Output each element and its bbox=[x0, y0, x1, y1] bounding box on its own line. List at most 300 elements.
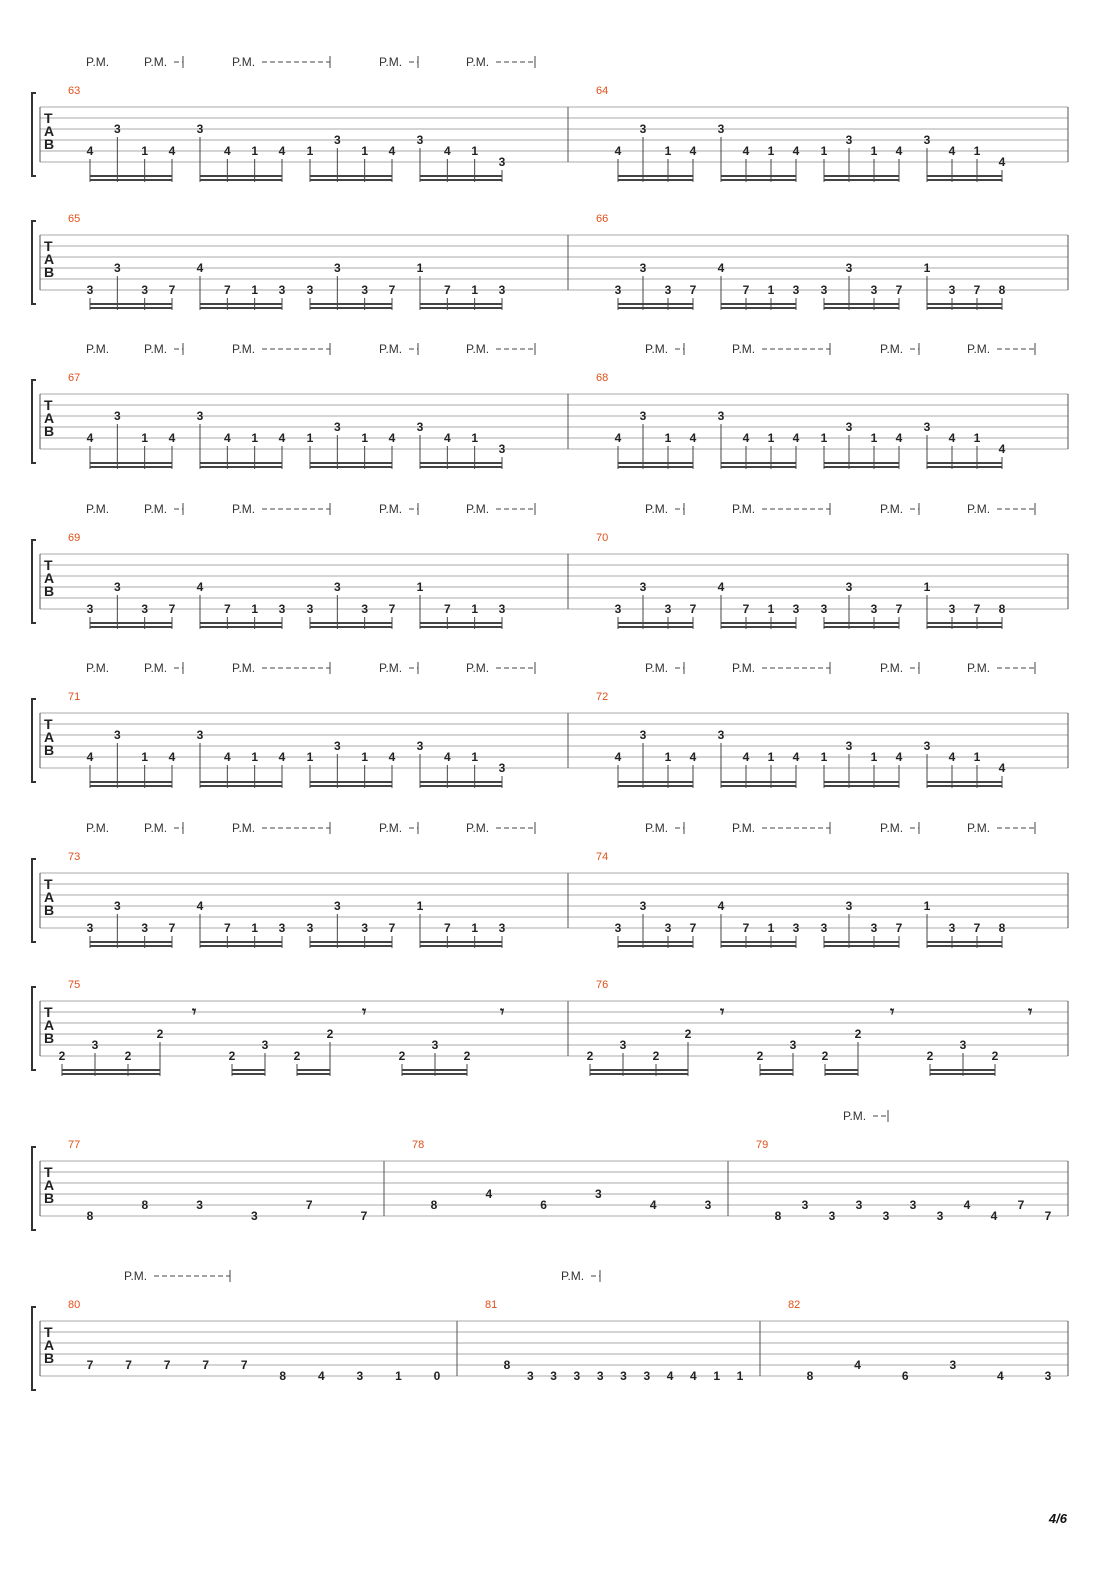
fret-number: 3 bbox=[113, 899, 121, 913]
fret-number: 3 bbox=[717, 122, 725, 136]
fret-number: 3 bbox=[196, 409, 204, 423]
fret-number: 4 bbox=[689, 144, 697, 158]
fret-number: 4 bbox=[278, 750, 286, 764]
fret-number: 7 bbox=[895, 602, 903, 616]
fret-number: 3 bbox=[113, 580, 121, 594]
fret-number: 7 bbox=[163, 1358, 171, 1372]
fret-number: 1 bbox=[306, 431, 314, 445]
fret-number: 2 bbox=[398, 1049, 406, 1063]
fret-number: 2 bbox=[854, 1027, 862, 1041]
fret-number: 3 bbox=[361, 283, 369, 297]
fret-number: 3 bbox=[820, 921, 828, 935]
palm-mute-label: P.M. bbox=[967, 502, 991, 516]
fret-number: 8 bbox=[774, 1209, 782, 1223]
fret-number: 3 bbox=[717, 409, 725, 423]
fret-number: 3 bbox=[820, 602, 828, 616]
fret-number: 3 bbox=[278, 921, 286, 935]
measure-number: 72 bbox=[596, 691, 609, 703]
tab-clef-letter: T bbox=[44, 557, 53, 573]
palm-mute-label: P.M. bbox=[144, 342, 168, 356]
fret-number: 4 bbox=[223, 144, 231, 158]
fret-number: 8 bbox=[279, 1369, 287, 1383]
measure-number: 63 bbox=[68, 85, 81, 97]
fret-number: 7 bbox=[443, 283, 451, 297]
fret-number: 2 bbox=[684, 1027, 692, 1041]
page-number: 4/6 bbox=[1048, 1511, 1067, 1526]
fret-number: 1 bbox=[251, 921, 259, 935]
fret-number: 1 bbox=[141, 431, 149, 445]
fret-number: 3 bbox=[595, 1187, 602, 1201]
fret-number: 7 bbox=[223, 921, 231, 935]
tab-system bbox=[32, 1109, 1068, 1230]
fret-number: 1 bbox=[361, 431, 369, 445]
fret-number: 3 bbox=[845, 133, 853, 147]
fret-number: 1 bbox=[471, 144, 479, 158]
fret-number: 4 bbox=[86, 750, 94, 764]
system-bracket bbox=[32, 1147, 36, 1230]
fret-number: 3 bbox=[278, 283, 286, 297]
fret-number: 3 bbox=[1044, 1369, 1052, 1383]
palm-mute-label: P.M. bbox=[880, 342, 904, 356]
palm-mute-label: P.M. bbox=[86, 342, 110, 356]
fret-number: 4 bbox=[388, 144, 396, 158]
fret-number: 7 bbox=[1017, 1198, 1025, 1212]
fret-number: 4 bbox=[168, 431, 176, 445]
fret-number: 4 bbox=[742, 144, 750, 158]
fret-number: 1 bbox=[767, 431, 775, 445]
fret-number: 3 bbox=[596, 1369, 604, 1383]
fret-number: 4 bbox=[86, 431, 94, 445]
fret-number: 7 bbox=[305, 1198, 313, 1212]
fret-number: 4 bbox=[990, 1209, 998, 1223]
fret-number: 3 bbox=[196, 1198, 203, 1212]
tab-system bbox=[32, 213, 1068, 310]
fret-number: 3 bbox=[261, 1038, 269, 1052]
palm-mute-label: P.M. bbox=[880, 821, 904, 835]
fret-number: 4 bbox=[485, 1187, 493, 1201]
palm-mute-label: P.M. bbox=[86, 502, 110, 516]
fret-number: 3 bbox=[845, 420, 853, 434]
fret-number: 1 bbox=[664, 431, 672, 445]
tab-clef-letter: A bbox=[44, 1337, 55, 1353]
fret-number: 7 bbox=[168, 283, 176, 297]
fret-number: 7 bbox=[443, 602, 451, 616]
palm-mute-label: P.M. bbox=[732, 502, 756, 516]
fret-number: 4 bbox=[792, 750, 800, 764]
fret-number: 3 bbox=[361, 602, 369, 616]
fret-number: 1 bbox=[471, 602, 479, 616]
tab-system bbox=[32, 979, 1068, 1076]
fret-number: 3 bbox=[792, 602, 800, 616]
fret-number: 1 bbox=[973, 431, 981, 445]
fret-number: 3 bbox=[923, 133, 931, 147]
fret-number: 1 bbox=[471, 431, 479, 445]
fret-number: 3 bbox=[361, 921, 369, 935]
tab-clef-letter: B bbox=[44, 1030, 55, 1046]
fret-number: 4 bbox=[948, 431, 956, 445]
fret-number: 1 bbox=[923, 899, 931, 913]
eighth-rest: 𝄾 bbox=[362, 1004, 367, 1021]
palm-mute-label: P.M. bbox=[232, 821, 256, 835]
fret-number: 3 bbox=[948, 602, 956, 616]
fret-number: 3 bbox=[431, 1038, 439, 1052]
fret-number: 1 bbox=[767, 283, 775, 297]
fret-number: 1 bbox=[141, 144, 149, 158]
fret-number: 4 bbox=[792, 144, 800, 158]
fret-number: 4 bbox=[854, 1358, 861, 1372]
fret-number: 4 bbox=[717, 261, 725, 275]
fret-number: 1 bbox=[767, 602, 775, 616]
fret-number: 3 bbox=[870, 283, 878, 297]
fret-number: 7 bbox=[895, 921, 903, 935]
fret-number: 3 bbox=[664, 921, 672, 935]
tab-system bbox=[32, 342, 1068, 469]
fret-number: 3 bbox=[845, 261, 853, 275]
fret-number: 1 bbox=[973, 750, 981, 764]
fret-number: 6 bbox=[901, 1369, 909, 1383]
fret-number: 3 bbox=[639, 728, 647, 742]
fret-number: 4 bbox=[948, 750, 956, 764]
fret-number: 4 bbox=[223, 431, 231, 445]
fret-number: 3 bbox=[614, 602, 622, 616]
eighth-rest: 𝄾 bbox=[720, 1004, 725, 1021]
palm-mute-label: P.M. bbox=[967, 661, 991, 675]
fret-number: 7 bbox=[86, 1358, 94, 1372]
fret-number: 3 bbox=[845, 580, 853, 594]
fret-number: 7 bbox=[689, 921, 697, 935]
tab-clef-letter: B bbox=[44, 1350, 55, 1366]
fret-number: 4 bbox=[196, 580, 204, 594]
palm-mute-label: P.M. bbox=[86, 55, 110, 69]
fret-number: 4 bbox=[998, 155, 1006, 169]
palm-mute-label: P.M. bbox=[379, 342, 403, 356]
fret-number: 3 bbox=[141, 602, 149, 616]
fret-number: 7 bbox=[1044, 1209, 1052, 1223]
tab-clef-letter: T bbox=[44, 1004, 53, 1020]
fret-number: 3 bbox=[948, 283, 956, 297]
fret-number: 3 bbox=[141, 921, 149, 935]
palm-mute-label: P.M. bbox=[144, 661, 168, 675]
tab-system bbox=[32, 502, 1068, 629]
fret-number: 1 bbox=[973, 144, 981, 158]
palm-mute-label: P.M. bbox=[232, 661, 256, 675]
fret-number: 3 bbox=[333, 420, 341, 434]
fret-number: 2 bbox=[756, 1049, 764, 1063]
fret-number: 3 bbox=[251, 1209, 258, 1223]
fret-number: 3 bbox=[801, 1198, 809, 1212]
palm-mute-label: P.M. bbox=[124, 1269, 148, 1283]
fret-number: 7 bbox=[388, 921, 396, 935]
fret-number: 2 bbox=[124, 1049, 132, 1063]
fret-number: 4 bbox=[742, 431, 750, 445]
fret-number: 7 bbox=[689, 602, 697, 616]
fret-number: 2 bbox=[463, 1049, 471, 1063]
fret-number: 4 bbox=[317, 1369, 325, 1383]
fret-number: 1 bbox=[306, 750, 314, 764]
measure-number: 66 bbox=[596, 213, 609, 225]
fret-number: 8 bbox=[998, 921, 1006, 935]
fret-number: 3 bbox=[619, 1038, 627, 1052]
fret-number: 3 bbox=[855, 1198, 863, 1212]
tab-clef-letter: B bbox=[44, 902, 55, 918]
fret-number: 3 bbox=[91, 1038, 99, 1052]
fret-number: 4 bbox=[948, 144, 956, 158]
system-bracket bbox=[32, 987, 36, 1070]
fret-number: 3 bbox=[498, 602, 506, 616]
measure-number: 64 bbox=[596, 85, 609, 97]
fret-number: 7 bbox=[223, 283, 231, 297]
fret-number: 3 bbox=[643, 1369, 651, 1383]
palm-mute-label: P.M. bbox=[843, 1109, 867, 1123]
fret-number: 1 bbox=[471, 750, 479, 764]
fret-number: 4 bbox=[895, 431, 903, 445]
fret-number: 1 bbox=[820, 750, 828, 764]
tab-systems bbox=[32, 55, 1068, 1390]
fret-number: 1 bbox=[713, 1369, 721, 1383]
fret-number: 3 bbox=[820, 283, 828, 297]
fret-number: 4 bbox=[998, 442, 1006, 456]
fret-number: 2 bbox=[926, 1049, 934, 1063]
fret-number: 3 bbox=[306, 602, 314, 616]
palm-mute-label: P.M. bbox=[561, 1269, 585, 1283]
tab-clef-letter: A bbox=[44, 123, 55, 139]
system-bracket bbox=[32, 540, 36, 623]
tab-clef-letter: T bbox=[44, 110, 53, 126]
fret-number: 4 bbox=[895, 144, 903, 158]
fret-number: 1 bbox=[416, 899, 424, 913]
system-bracket bbox=[32, 221, 36, 304]
fret-number: 7 bbox=[360, 1209, 368, 1223]
fret-number: 3 bbox=[498, 283, 506, 297]
fret-number: 4 bbox=[168, 750, 176, 764]
palm-mute-label: P.M. bbox=[466, 55, 490, 69]
fret-number: 8 bbox=[141, 1198, 149, 1212]
fret-number: 4 bbox=[689, 750, 697, 764]
fret-number: 3 bbox=[664, 602, 672, 616]
fret-number: 3 bbox=[141, 283, 149, 297]
fret-number: 6 bbox=[540, 1198, 547, 1212]
fret-number: 8 bbox=[86, 1209, 94, 1223]
fret-number: 7 bbox=[168, 602, 176, 616]
fret-number: 3 bbox=[870, 602, 878, 616]
fret-number: 7 bbox=[973, 283, 981, 297]
fret-number: 3 bbox=[845, 899, 853, 913]
fret-number: 3 bbox=[620, 1369, 627, 1383]
fret-number: 3 bbox=[306, 283, 314, 297]
fret-number: 1 bbox=[251, 750, 259, 764]
fret-number: 3 bbox=[909, 1198, 917, 1212]
fret-number: 1 bbox=[141, 750, 149, 764]
tab-clef-letter: B bbox=[44, 136, 55, 152]
fret-number: 1 bbox=[471, 921, 479, 935]
fret-number: 7 bbox=[223, 602, 231, 616]
fret-number: 3 bbox=[923, 739, 931, 753]
fret-number: 3 bbox=[639, 261, 647, 275]
fret-number: 3 bbox=[870, 921, 878, 935]
palm-mute-label: P.M. bbox=[466, 342, 490, 356]
palm-mute-label: P.M. bbox=[967, 342, 991, 356]
fret-number: 3 bbox=[333, 899, 341, 913]
fret-number: 4 bbox=[614, 431, 622, 445]
palm-mute-label: P.M. bbox=[880, 661, 904, 675]
fret-number: 4 bbox=[742, 750, 750, 764]
palm-mute-label: P.M. bbox=[466, 661, 490, 675]
fret-number: 7 bbox=[742, 283, 750, 297]
eighth-rest: 𝄾 bbox=[192, 1004, 197, 1021]
fret-number: 2 bbox=[991, 1049, 999, 1063]
palm-mute-label: P.M. bbox=[645, 342, 669, 356]
measure-number: 68 bbox=[596, 372, 609, 384]
fret-number: 4 bbox=[388, 750, 396, 764]
palm-mute-label: P.M. bbox=[232, 502, 256, 516]
eighth-rest: 𝄾 bbox=[1028, 1004, 1033, 1021]
fret-number: 4 bbox=[223, 750, 231, 764]
tab-system bbox=[32, 821, 1068, 948]
tab-clef-letter: A bbox=[44, 1017, 55, 1033]
fret-number: 3 bbox=[333, 133, 341, 147]
fret-number: 3 bbox=[949, 1358, 957, 1372]
fret-number: 3 bbox=[828, 1209, 836, 1223]
palm-mute-label: P.M. bbox=[645, 502, 669, 516]
palm-mute-label: P.M. bbox=[967, 821, 991, 835]
fret-number: 1 bbox=[923, 261, 931, 275]
fret-number: 4 bbox=[614, 750, 622, 764]
palm-mute-label: P.M. bbox=[732, 342, 756, 356]
fret-number: 3 bbox=[639, 580, 647, 594]
measure-number: 77 bbox=[68, 1139, 81, 1151]
fret-number: 0 bbox=[433, 1369, 441, 1383]
fret-number: 3 bbox=[792, 921, 800, 935]
measure-number: 82 bbox=[788, 1299, 801, 1311]
fret-number: 2 bbox=[58, 1049, 66, 1063]
measure-number: 73 bbox=[68, 851, 81, 863]
palm-mute-label: P.M. bbox=[379, 502, 403, 516]
fret-number: 3 bbox=[86, 602, 94, 616]
fret-number: 1 bbox=[767, 750, 775, 764]
fret-number: 1 bbox=[923, 580, 931, 594]
tab-clef-letter: B bbox=[44, 1190, 55, 1206]
fret-number: 3 bbox=[416, 739, 424, 753]
fret-number: 1 bbox=[664, 144, 672, 158]
measure-number: 76 bbox=[596, 979, 609, 991]
fret-number: 1 bbox=[251, 602, 259, 616]
palm-mute-label: P.M. bbox=[86, 661, 110, 675]
fret-number: 3 bbox=[498, 442, 506, 456]
fret-number: 3 bbox=[416, 420, 424, 434]
fret-number: 3 bbox=[498, 761, 506, 775]
fret-number: 1 bbox=[251, 431, 259, 445]
fret-number: 3 bbox=[196, 728, 204, 742]
fret-number: 1 bbox=[870, 750, 878, 764]
fret-number: 4 bbox=[717, 580, 725, 594]
fret-number: 3 bbox=[614, 283, 622, 297]
fret-number: 7 bbox=[742, 921, 750, 935]
fret-number: 3 bbox=[196, 122, 204, 136]
tab-clef-letter: A bbox=[44, 729, 55, 745]
fret-number: 3 bbox=[113, 122, 121, 136]
fret-number: 8 bbox=[998, 602, 1006, 616]
fret-number: 4 bbox=[689, 431, 697, 445]
fret-number: 3 bbox=[789, 1038, 797, 1052]
palm-mute-label: P.M. bbox=[144, 55, 168, 69]
fret-number: 1 bbox=[820, 144, 828, 158]
fret-number: 4 bbox=[278, 431, 286, 445]
fret-number: 1 bbox=[870, 431, 878, 445]
system-bracket bbox=[32, 380, 36, 463]
fret-number: 3 bbox=[948, 921, 956, 935]
palm-mute-label: P.M. bbox=[880, 502, 904, 516]
fret-number: 3 bbox=[882, 1209, 890, 1223]
fret-number: 8 bbox=[430, 1198, 438, 1212]
fret-number: 7 bbox=[202, 1358, 210, 1372]
fret-number: 7 bbox=[388, 602, 396, 616]
fret-number: 1 bbox=[664, 750, 672, 764]
fret-number: 1 bbox=[767, 921, 775, 935]
system-bracket bbox=[32, 859, 36, 942]
palm-mute-label: P.M. bbox=[144, 502, 168, 516]
fret-number: 7 bbox=[895, 283, 903, 297]
fret-number: 3 bbox=[333, 739, 341, 753]
fret-number: 3 bbox=[614, 921, 622, 935]
fret-number: 1 bbox=[870, 144, 878, 158]
system-bracket bbox=[32, 699, 36, 782]
fret-number: 4 bbox=[963, 1198, 971, 1212]
fret-number: 7 bbox=[168, 921, 176, 935]
measure-number: 79 bbox=[756, 1139, 769, 1151]
measure-number: 70 bbox=[596, 532, 609, 544]
palm-mute-label: P.M. bbox=[732, 661, 756, 675]
tab-clef-letter: T bbox=[44, 1324, 53, 1340]
measure-number: 81 bbox=[485, 1299, 498, 1311]
eighth-rest: 𝄾 bbox=[500, 1004, 505, 1021]
tab-clef-letter: T bbox=[44, 1164, 53, 1180]
fret-number: 3 bbox=[113, 409, 121, 423]
fret-number: 7 bbox=[973, 602, 981, 616]
palm-mute-label: P.M. bbox=[645, 661, 669, 675]
fret-number: 3 bbox=[113, 261, 121, 275]
fret-number: 3 bbox=[959, 1038, 967, 1052]
tab-clef-letter: T bbox=[44, 876, 53, 892]
fret-number: 2 bbox=[652, 1049, 660, 1063]
fret-number: 2 bbox=[156, 1027, 164, 1041]
fret-number: 1 bbox=[820, 431, 828, 445]
measure-number: 78 bbox=[412, 1139, 425, 1151]
fret-number: 1 bbox=[306, 144, 314, 158]
fret-number: 8 bbox=[998, 283, 1006, 297]
fret-number: 1 bbox=[767, 144, 775, 158]
palm-mute-label: P.M. bbox=[379, 661, 403, 675]
tab-clef-letter: B bbox=[44, 264, 55, 280]
palm-mute-label: P.M. bbox=[466, 502, 490, 516]
fret-number: 4 bbox=[690, 1369, 697, 1383]
fret-number: 3 bbox=[498, 155, 506, 169]
fret-number: 4 bbox=[86, 144, 94, 158]
fret-number: 4 bbox=[792, 431, 800, 445]
fret-number: 3 bbox=[936, 1209, 944, 1223]
fret-number: 3 bbox=[639, 899, 647, 913]
fret-number: 4 bbox=[895, 750, 903, 764]
tab-clef-letter: A bbox=[44, 570, 55, 586]
fret-number: 3 bbox=[792, 283, 800, 297]
palm-mute-label: P.M. bbox=[466, 821, 490, 835]
palm-mute-label: P.M. bbox=[645, 821, 669, 835]
fret-number: 7 bbox=[388, 283, 396, 297]
palm-mute-label: P.M. bbox=[732, 821, 756, 835]
fret-number: 3 bbox=[550, 1369, 557, 1383]
tab-clef-letter: T bbox=[44, 397, 53, 413]
fret-number: 1 bbox=[251, 144, 259, 158]
palm-mute-label: P.M. bbox=[232, 55, 256, 69]
